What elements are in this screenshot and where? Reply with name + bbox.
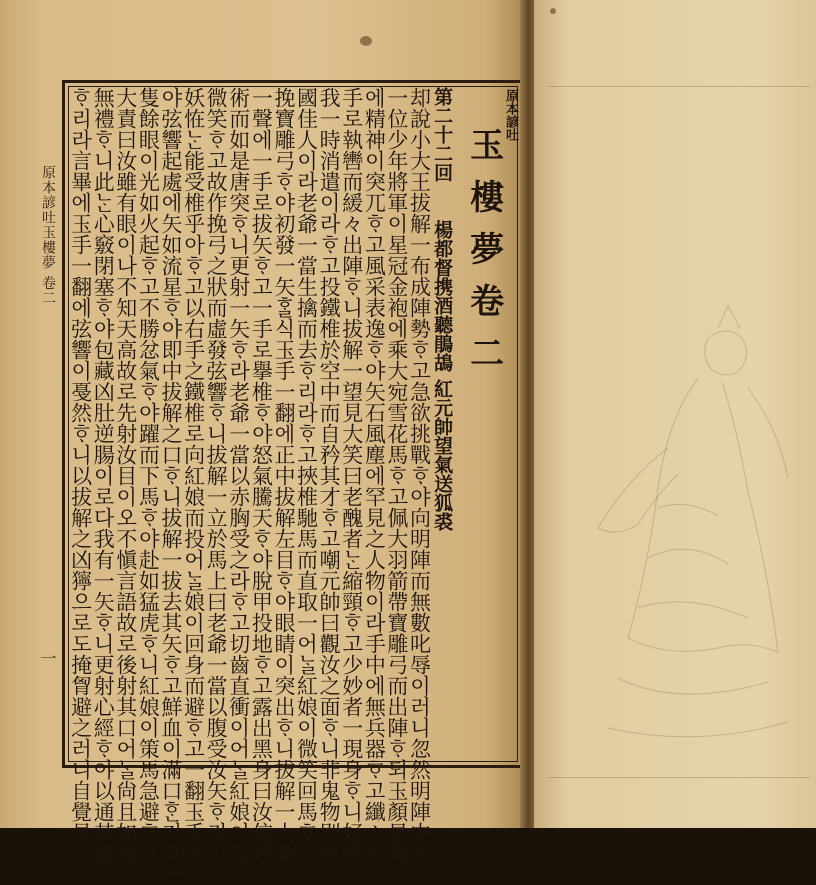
- body-column: 我一時消遣이라ᄒᆞ고投鐵椎於空中而自矜其才ᄒᆞ고嘲元帥曰觀汝之面ᄒᆞ니非鬼物則傾: [317, 87, 342, 864]
- body-column: 無禮ᄒᆞ니此ᄂᆞᆫ心竅閉塞ᄒᆞ야包藏凶肚逆腸이로다我有一矢ᄒᆞ니更射心經ᄒᆞ야以通其塞: [91, 87, 116, 864]
- figure-robe-outline: [628, 378, 778, 652]
- body-column: 에精神이突兀ᄒᆞ고風采表逸ᄒᆞ야矢石風塵에罕見之人物이라手中에無兵器ᄒᆞ고纖々玉: [362, 87, 387, 864]
- figure-head-outline: [705, 331, 747, 375]
- source-label: 原本諺吐: [503, 89, 518, 141]
- figure-sleeve-outline: [598, 448, 678, 532]
- page-number: 一: [38, 650, 57, 666]
- body-column: 大責曰汝雖有眼이나不知天高故로先射汝目이오不愼言語故로後射其口어ᄂᆞᆯ尙且如此: [113, 87, 138, 864]
- ink-stain: [360, 36, 372, 46]
- text-frame: [62, 80, 524, 885]
- body-column: 一聲에一手로拔矢ᄒᆞ고一手로擧椎ᄒᆞ야怒氣騰天ᄒᆞ야脫甲投地ᄒᆞ고露出黑身曰汝信妖: [249, 87, 274, 864]
- body-column: 國佳人이라老爺一當生擒而去ᄒᆞ리라ᄒᆞ고挾椎馳馬而直取一어ᄂᆞᆯ紅娘이微笑回馬ᄒᆞ고: [294, 87, 319, 864]
- chapter-heading: [431, 87, 454, 759]
- body-column: 隻餘眼이光如火起ᄒᆞ고不勝忿氣ᄒᆞ야躍而下馬ᄒᆞ야赴如猛虎ᄒᆞ니紅娘이策馬急避ᄒᆞ고: [136, 87, 161, 864]
- body-column: 야弦響起處에矢如流星ᄒᆞ야即中拔解之口ᄒᆞ니拔解一拔去其矢ᄒᆞ고鮮血이滿口ᄒᆞᆫ지라一: [158, 87, 183, 885]
- figure-drapery-outline: [638, 504, 748, 618]
- body-column: 妖恠ᄂᆞᆫ能受椎乎아ᄒᆞ고以右手之鐵椎로向紅娘而投어ᄂᆞᆯ娘이回身而避ᄒᆞ고一翻玉手ᄒᆞ: [181, 87, 206, 864]
- body-column: 微笑ᄒᆞ고故作挽弓之狀而虛發弦響ᄒᆞ니拔解一立於馬上曰老爺一當以腹受汝矢ᄒᆞ리니: [204, 87, 229, 864]
- margin-title: 原本諺吐玉樓夢 卷二: [40, 165, 56, 306]
- body-column: 手로執轡而緩々出陣ᄒᆞ니拔解一望見大笑曰老醜者ᄂᆞᆫ縮頸ᄒᆞ고少妙者一現身ᄒᆞ니好供: [339, 87, 364, 864]
- chapter-number: 第二十二回: [431, 87, 454, 182]
- text-columns: [68, 87, 518, 885]
- book-title: 玉樓夢卷二: [463, 127, 504, 387]
- figure-crown-outline: [718, 306, 788, 478]
- body-column: 術而如是唐突ᄒᆞ니更射一矢ᄒᆞ라老爺一當以赤胸受之라ᄒᆞ고切齒直衝이어ᄂᆞᆯ紅娘이又: [226, 87, 251, 864]
- body-column: ᄒᆞ리라言畢에玉手一翻에弦響이戞然ᄒᆞ니以拔解之凶獰으로도掩胷避之러니自覺見: [68, 87, 93, 843]
- chapter-subtitle: 楊都督携酒聽鵑鴣 紅元帥望氣送狐裘: [431, 220, 454, 531]
- body-column: 却說小大王拔解一布成陣勢ᄒᆞ고急欲挑戰ᄒᆞ야向明陣而無數叱辱이러니忽然明陣中에: [407, 87, 432, 864]
- show-through-illustration: [548, 88, 810, 788]
- ink-stain: [550, 8, 556, 14]
- body-column: 挽寶雕弓ᄒᆞ야初發一矢ᄒᆞᆯ식玉手一翻에正中拔解左目ᄒᆞ야眼睛이突出ᄒᆞ니拔解一大號: [271, 87, 296, 864]
- body-column: 一位少年將軍이星冠金袍에乘大宛雪花馬ᄒᆞ고佩大羽箭帶寶雕弓而出陣ᄒᆞ되玉顏星眸: [384, 87, 409, 864]
- figure-base-outline: [608, 678, 788, 737]
